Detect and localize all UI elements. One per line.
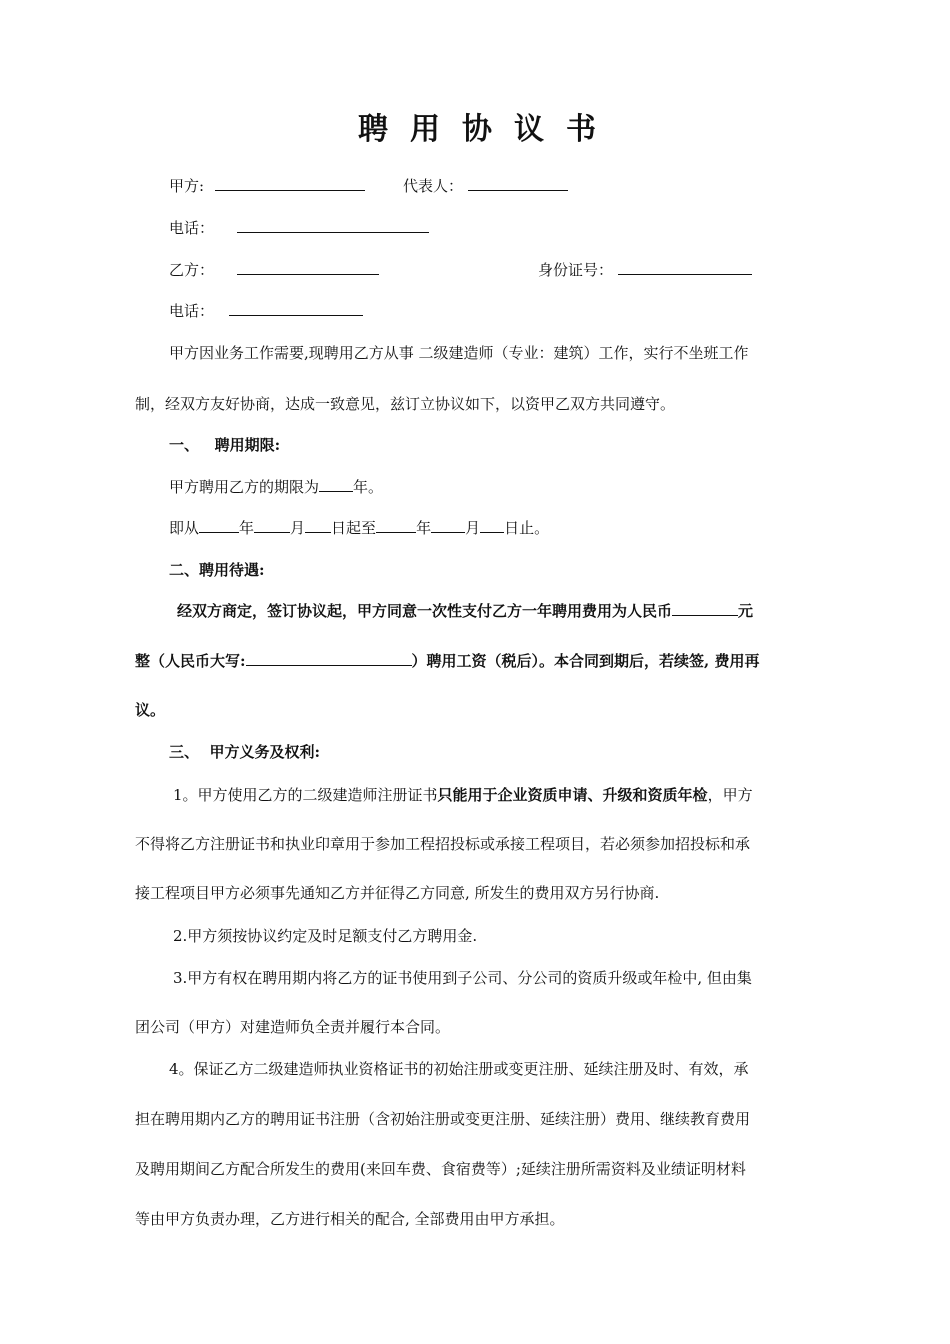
term-dates-line — [169, 518, 549, 538]
amount-words-suffix: ）聘用工资（税后）。本合同到期后，若续签, 费用再 — [411, 652, 760, 670]
term-from-label: 即从 — [169, 519, 200, 537]
party-b-label: 乙方： — [169, 261, 215, 279]
party-b-line — [169, 260, 379, 280]
end-day-blank — [480, 518, 504, 533]
id-number-label: 身份证号： — [538, 261, 614, 279]
item-1-line-1 — [173, 785, 753, 805]
item-1-text-c: ，甲方 — [707, 786, 753, 804]
intro-line-1: 甲方因业务工作需要,现聘用乙方从事 二级建造师（专业：建筑）工作，实行不坐班工作 — [169, 344, 749, 362]
item-3-line-1: 3.甲方有权在聘用期内将乙方的证书使用到子公司、分公司的资质升级或年检中, 但由集 — [173, 969, 752, 987]
intro-line-2: 制，经双方友好协商，达成一致意见，兹订立协议如下，以资甲乙双方共同遵守。 — [135, 395, 676, 413]
item-4-line-4: 等由甲方负责办理，乙方进行相关的配合, 全部费用由甲方承担。 — [135, 1210, 565, 1228]
item-2: 2.甲方须按协议约定及时足额支付乙方聘用金. — [173, 927, 478, 945]
item-4-line-3: 及聘用期间乙方配合所发生的费用(来回车费、食宿费等）;延续注册所需资料及业绩证明材料 — [135, 1160, 746, 1178]
start-day-blank — [305, 518, 331, 533]
document-title: 聘用协议书 — [358, 112, 618, 147]
section-3-heading: 三、 甲方义务及权利: — [169, 743, 320, 761]
party-b-blank — [237, 260, 379, 275]
id-number-blank — [618, 260, 752, 275]
representative-line — [403, 176, 568, 196]
term-years-suffix: 年。 — [353, 478, 384, 496]
section-1-heading: 一、 聘用期限: — [169, 436, 281, 454]
end-day-label: 日止。 — [504, 519, 550, 537]
item-3-line-2: 团公司（甲方）对建造师负全责并履行本合同。 — [135, 1018, 451, 1036]
phone-a-blank — [237, 218, 429, 233]
item-4-line-1: 4。保证乙方二级建造师执业资格证书的初始注册或变更注册、延续注册及时、有效，承 — [169, 1060, 749, 1078]
phone-b-blank — [229, 301, 363, 316]
representative-label: 代表人： — [403, 177, 464, 195]
amount-blank — [672, 601, 738, 616]
end-year-blank — [376, 518, 416, 533]
phone-b-label: 电话： — [169, 302, 215, 320]
item-1-line-3: 接工程项目甲方必须事先通知乙方并征得乙方同意, 所发生的费用双方另行协商. — [135, 884, 660, 902]
amount-words-blank — [246, 651, 412, 666]
end-month-label: 月 — [465, 519, 481, 537]
compensation-suffix: 元 — [738, 602, 754, 620]
term-years-prefix: 甲方聘用乙方的期限为 — [169, 478, 320, 496]
compensation-line-3: 议。 — [135, 701, 166, 719]
id-number-line — [538, 260, 752, 280]
representative-blank — [468, 176, 568, 191]
compensation-prefix: 经双方商定，签订协议起，甲方同意一次性支付乙方一年聘用费用为人民币 — [177, 602, 673, 620]
phone-a-line — [169, 218, 429, 238]
party-a-blank — [215, 176, 365, 191]
start-year-blank — [199, 518, 239, 533]
end-month-blank — [431, 518, 465, 533]
term-years-line — [169, 477, 383, 497]
start-day-to-label: 日起至 — [331, 519, 377, 537]
item-1-text-a: 1。甲方使用乙方的二级建造师注册证书 — [173, 786, 438, 804]
start-month-label: 月 — [290, 519, 306, 537]
party-a-line — [169, 176, 365, 196]
end-year-label: 年 — [416, 519, 432, 537]
amount-words-prefix: 整（人民币大写: — [135, 652, 246, 670]
item-1-line-2: 不得将乙方注册证书和执业印章用于参加工程招投标或承接工程项目，若必须参加招投标和承 — [135, 835, 751, 853]
compensation-line-1 — [177, 601, 753, 621]
compensation-line-2 — [135, 651, 760, 671]
start-month-blank — [254, 518, 290, 533]
phone-a-label: 电话： — [169, 219, 215, 237]
phone-b-line — [169, 301, 363, 321]
item-1-text-bold: 只能用于企业资质申请、升级和资质年检 — [437, 786, 708, 804]
term-years-blank — [319, 477, 353, 492]
section-2-heading: 二、聘用待遇: — [169, 561, 265, 579]
start-year-label: 年 — [239, 519, 255, 537]
party-a-label: 甲方: — [169, 177, 205, 195]
item-4-line-2: 担在聘用期内乙方的聘用证书注册（含初始注册或变更注册、延续注册）费用、继续教育费用 — [135, 1110, 751, 1128]
